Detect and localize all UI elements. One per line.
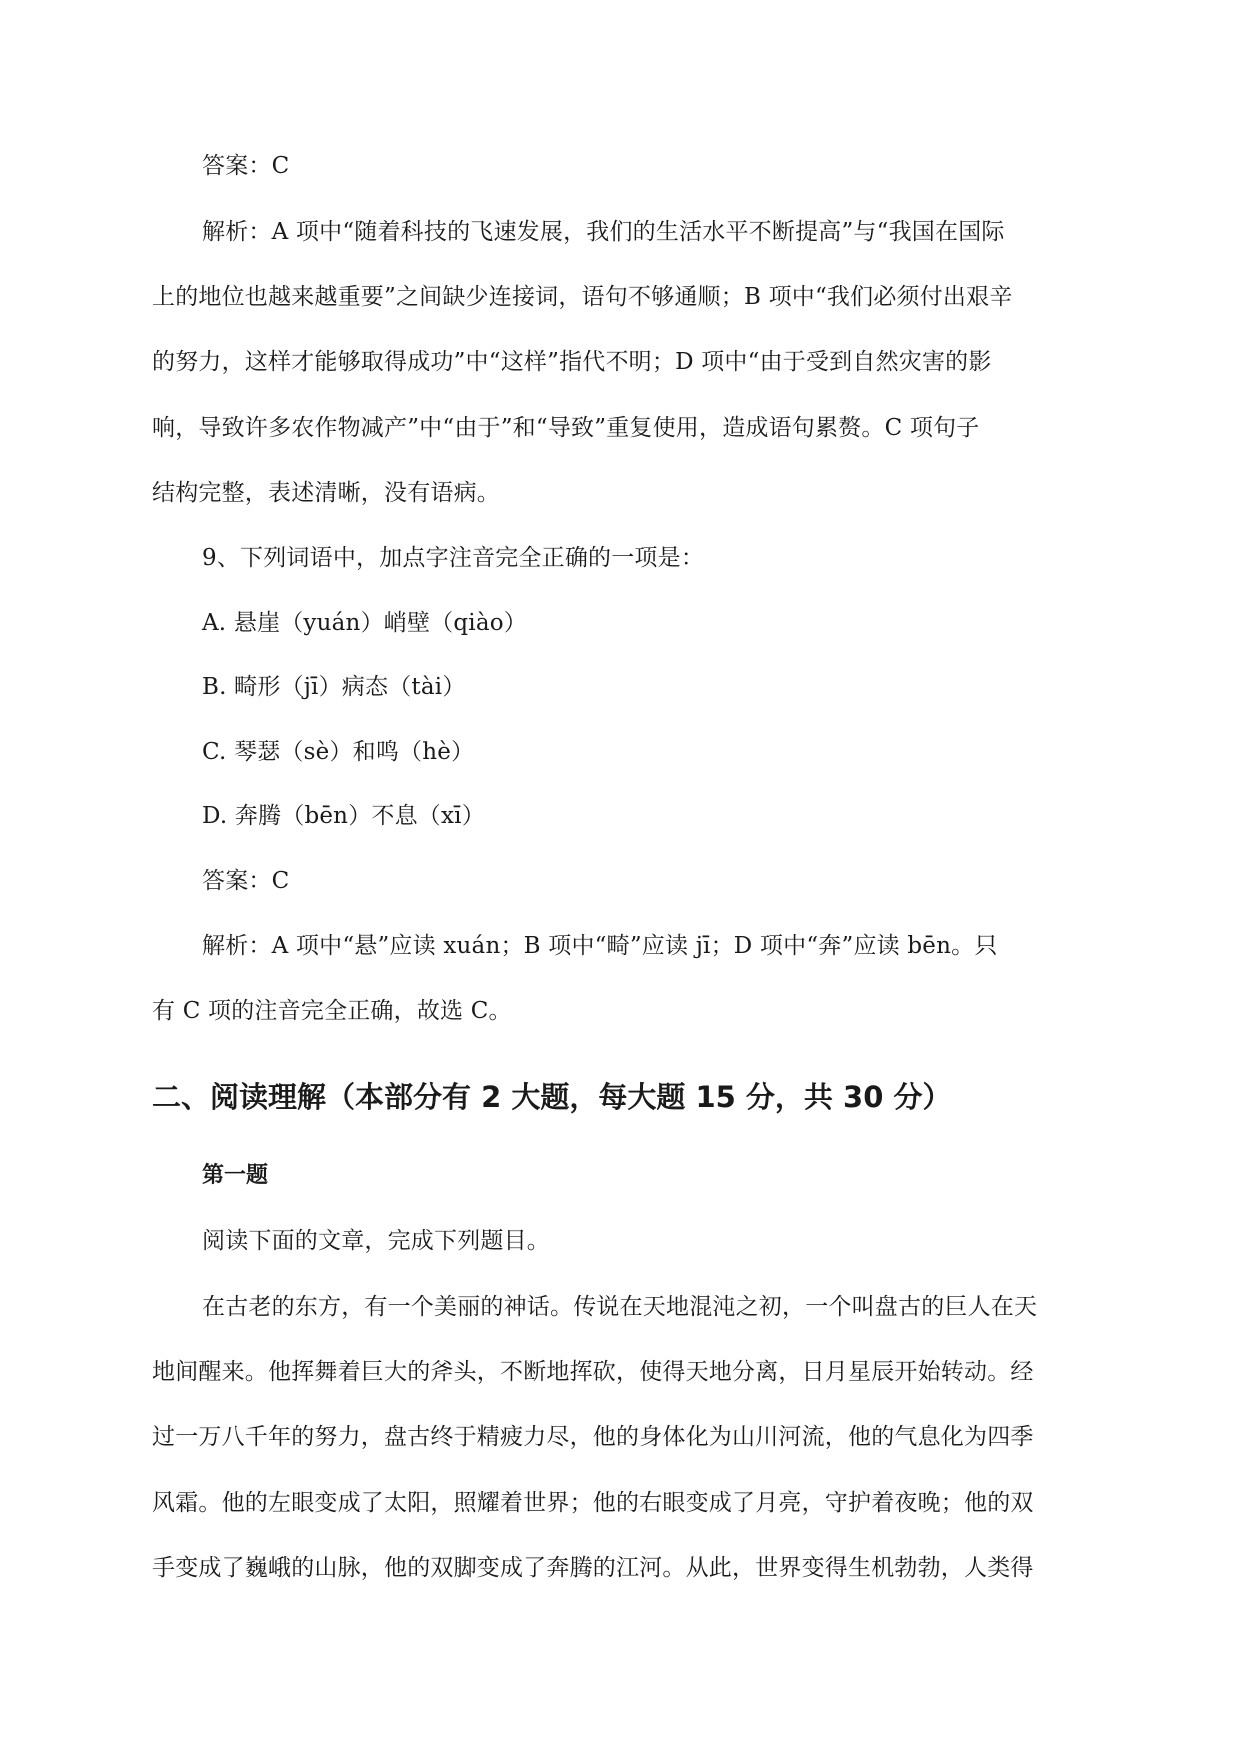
passage-line: 地间醒来。他挥舞着巨大的斧头，不断地挥砍，使得天地分离，日月星辰开始转动。经 xyxy=(152,1359,1034,1385)
q9-option-b: B. 畸形（jī）病态（tài） xyxy=(202,674,466,700)
q9-analysis-line: 解析：A 项中“悬”应读 xuán；B 项中“畸”应读 jī；D 项中“奔”应读 bēn。只 xyxy=(202,933,998,959)
q8-analysis-line: 的努力，这样才能够取得成功”中“这样”指代不明；D 项中“由于受到自然灾害的影 xyxy=(152,349,992,375)
passage-line: 风霜。他的左眼变成了太阳，照耀着世界；他的右眼变成了月亮，守护着夜晚；他的双 xyxy=(152,1490,1034,1516)
q9-answer: 答案：C xyxy=(202,868,290,894)
subsection-heading: 第一题 xyxy=(202,1163,269,1188)
q9-option-a: A. 悬崖（yuán）峭壁（qiào） xyxy=(202,610,528,636)
q8-analysis-line: 上的地位也越来越重要”之间缺少连接词，语句不够通顺；B 项中“我们必须付出艰辛 xyxy=(152,284,1013,310)
passage-line: 在古老的东方，有一个美丽的神话。传说在天地混沌之初，一个叫盘古的巨人在天 xyxy=(202,1294,1038,1320)
q8-analysis-line: 结构完整，表述清晰，没有语病。 xyxy=(152,480,500,506)
reading-instruction: 阅读下面的文章，完成下列题目。 xyxy=(202,1228,550,1254)
q9-option-c: C. 琴瑟（sè）和鸣（hè） xyxy=(202,739,475,765)
passage-line: 手变成了巍峨的山脉，他的双脚变成了奔腾的江河。从此，世界变得生机勃勃，人类得 xyxy=(152,1555,1034,1581)
passage-line: 过一万八千年的努力，盘古终于精疲力尽，他的身体化为山川河流，他的气息化为四季 xyxy=(152,1424,1034,1450)
q9-analysis-line: 有 C 项的注音完全正确，故选 C。 xyxy=(152,998,512,1024)
section-heading: 二、阅读理解（本部分有 2 大题，每大题 15 分，共 30 分） xyxy=(152,1080,952,1114)
q8-analysis-line: 响，导致许多农作物减产”中“由于”和“导致”重复使用，造成语句累赘。C 项句子 xyxy=(152,415,980,441)
q9-question: 9、下列词语中，加点字注音完全正确的一项是： xyxy=(202,545,705,571)
q8-analysis-line: 解析：A 项中“随着科技的飞速发展，我们的生活水平不断提高”与“我国在国际 xyxy=(202,219,1005,245)
q9-option-d: D. 奔腾（bēn）不息（xī） xyxy=(202,803,485,829)
q8-answer: 答案：C xyxy=(202,153,290,179)
